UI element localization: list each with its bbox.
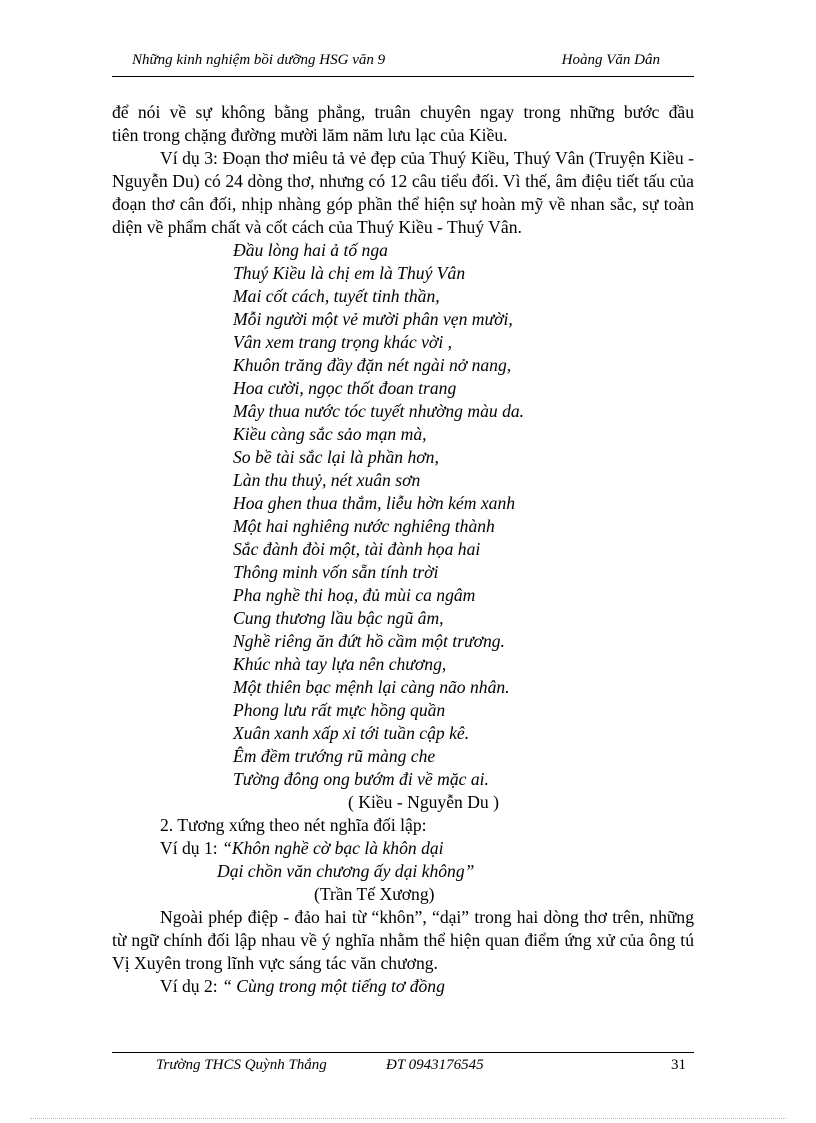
example-2-quote-line-1: “ Cùng trong một tiếng tơ đồng	[222, 976, 445, 996]
poem-line: Thông minh vốn sẵn tính trời	[233, 562, 439, 582]
example-3-paragraph: Ví dụ 3: Đoạn thơ miêu tả vẻ đẹp của Thuý Kiều, Thuý Vân (Truyện Kiều - Nguyễn Du) có 24 dòng thơ, nhưng có 12 câu tiểu đối. Vì thế, âm điệu tiết tấu của đoạn thơ cân đối, nhịp nhàng góp phần thể hiện sự hoàn mỹ về nhan sắc, sự toàn diện về phẩm chất và cốt cách của Thuý Kiều - Thuý Vân.	[112, 148, 694, 237]
section-2-heading: 2. Tương xứng theo nét nghĩa đối lập:	[160, 815, 427, 835]
poem-line: Mai cốt cách, tuyết tinh thần,	[233, 286, 440, 306]
poem-line: Đầu lòng hai ả tố nga	[233, 240, 388, 260]
poem-line: Mỗi người một vẻ mười phân vẹn mười,	[233, 309, 513, 329]
example-2-label: Ví dụ 2:	[160, 976, 218, 996]
example-1-quote-line-2: Dại chồn văn chương ấy dại không”	[217, 861, 475, 881]
poem-attribution: ( Kiều - Nguyễn Du )	[348, 792, 499, 812]
example-2-line	[112, 975, 694, 998]
poem-line: Phong lưu rất mực hồng quần	[233, 700, 446, 720]
example-1-label: Ví dụ 1:	[160, 838, 218, 858]
page-boundary	[30, 1118, 786, 1119]
poem-line: Khúc nhà tay lựa nên chương,	[233, 654, 447, 674]
poem-line: Một thiên bạc mệnh lại càng não nhân.	[233, 677, 510, 697]
footer-school: Trường THCS Quỳnh Thắng	[156, 1057, 327, 1073]
page-header	[132, 52, 660, 78]
poem-line: Mây thua nước tóc tuyết nhường màu da.	[233, 401, 525, 421]
page-footer	[156, 1057, 686, 1079]
page-number: 31	[671, 1057, 686, 1073]
poem-line: Một hai nghiêng nước nghiêng thành	[233, 516, 495, 536]
poem-line: Sắc đành đòi một, tài đành họa hai	[233, 539, 481, 559]
poem-line: Hoa cười, ngọc thốt đoan trang	[233, 378, 457, 398]
header-author: Hoàng Văn Dân	[561, 52, 660, 68]
header-divider	[112, 76, 694, 77]
poem-line: Êm đềm trướng rũ màng che	[233, 746, 436, 766]
intro-line-2: tiên trong chặng đường mười lăm năm lưu lạc của Kiều.	[112, 125, 508, 145]
poem-line: Pha nghề thi hoạ, đủ mùi ca ngâm	[233, 585, 476, 605]
poem-line: Xuân xanh xấp xỉ tới tuần cập kê.	[233, 723, 470, 743]
poem-line: Khuôn trăng đầy đặn nét ngài nở nang,	[233, 355, 512, 375]
document-body	[112, 101, 694, 998]
poem-line: Thuý Kiều là chị em là Thuý Vân	[233, 263, 466, 283]
poem-line: Cung thương lầu bậc ngũ âm,	[233, 608, 444, 628]
poem-line: Hoa ghen thua thắm, liễu hờn kém xanh	[233, 493, 516, 513]
example-1-line	[112, 837, 694, 860]
section-2-paragraph: Ngoài phép điệp - đảo hai từ “khôn”, “dại” trong hai dòng thơ trên, những từ ngữ chính đối lập nhau về ý nghĩa nhằm thể hiện quan điểm ứng xử của ông tú Vị Xuyên trong lĩnh vực sáng tác văn chương.	[112, 907, 694, 973]
poem-line: Kiều càng sắc sảo mạn mà,	[233, 424, 427, 444]
poem-line: Tường đông ong bướm đi về mặc ai.	[233, 769, 489, 789]
footer-phone: ĐT 0943176545	[386, 1057, 484, 1073]
poem-line: Vân xem trang trọng khác vời ,	[233, 332, 453, 352]
poem-line: Làn thu thuỷ, nét xuân sơn	[233, 470, 421, 490]
header-title: Những kinh nghiệm bồi dưỡng HSG văn 9	[132, 52, 386, 68]
intro-line-1: để nói về sự không bằng phẳng, truân chuyên ngay trong những bước đầu	[112, 102, 694, 122]
footer-divider	[112, 1052, 694, 1053]
example-1-attribution: (Trần Tế Xương)	[314, 884, 435, 904]
kieu-poem	[233, 239, 694, 791]
poem-line: So bề tài sắc lại là phần hơn,	[233, 447, 439, 467]
poem-line: Nghề riêng ăn đứt hồ cầm một trương.	[233, 631, 505, 651]
example-1-quote-line-1: “Khôn nghề cờ bạc là khôn dại	[222, 838, 444, 858]
